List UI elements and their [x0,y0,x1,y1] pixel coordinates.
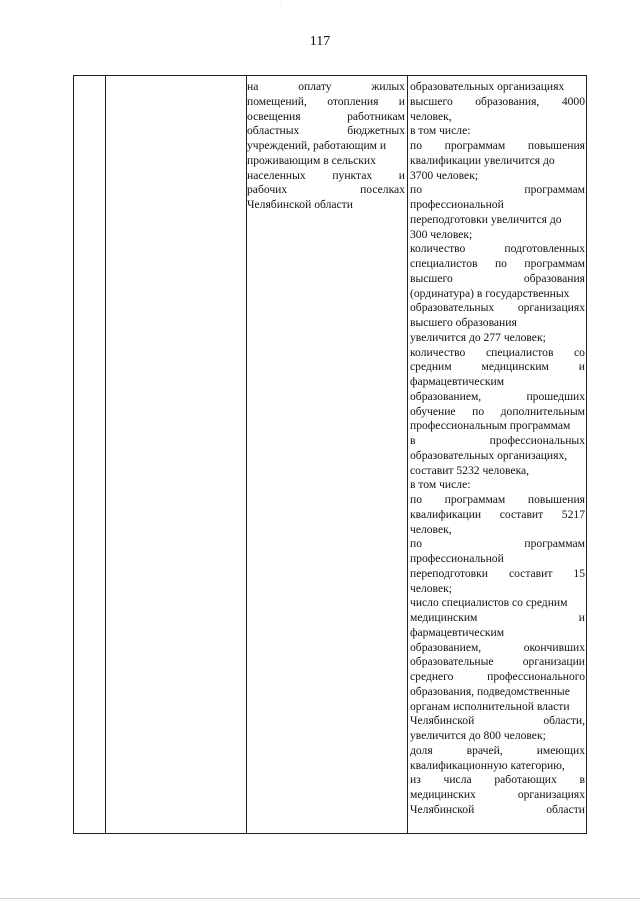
cell-text-line: обучение по дополнительным [410,404,585,418]
cell-text-line: по программам повышения [410,493,585,506]
measures-cell-text [247,80,405,213]
cell-text-line: квалификационную категорию, [410,758,565,772]
cell-text-line: человек, [410,522,452,536]
cell-text-line: на оплату жилых [247,80,405,93]
cell-text-line: квалификации составит 5217 [410,507,585,521]
cell-text-line: высшего образования [410,316,517,329]
cell-text-line: Челябинской области, [410,714,585,728]
cell-text-line: из числа работающих в [410,773,585,787]
cell-text-line: высшего образования [410,271,585,285]
cell-text-line: профессиональным программам [410,419,571,433]
cell-text-line: освещения работникам [247,109,405,123]
cell-text-line: медицинским и [410,611,585,624]
cell-text-line: квалификации увеличится до [410,153,555,167]
cell-text-line: 3700 человек; [410,168,479,182]
cell-text-line: число специалистов со средним [410,596,568,610]
cell-text-line: высшего образования, 4000 [410,94,585,108]
results-cell-text [410,80,585,818]
cell-text-line: учреждений, работающим и [247,139,387,152]
cell-text-line: образованием, окончивших [410,640,585,654]
cell-text-line: фармацевтическим [410,625,505,639]
cell-text-line: переподготовки составит 15 [410,566,585,580]
cell-text-line: профессиональной [410,198,504,211]
cell-text-line: человек, [410,109,452,123]
page-number: 117 [309,34,331,49]
cell-text-line: увеличится до 277 человек; [410,330,546,344]
cell-text-line: медицинских организациях [410,788,585,801]
cell-text-line: по программам [410,183,585,197]
cell-text-line: в профессиональных [410,434,585,447]
cell-text-line: образования, подведомственные [410,684,570,698]
cell-text-line: доля врачей, имеющих [410,743,585,757]
cell-text-line: Челябинской области [410,802,585,816]
cell-text-line: в том числе: [410,124,471,138]
table-column-name [106,76,247,833]
cell-text-line: профессиональной [410,552,504,565]
cell-text-line: (ординатура) в государственных [410,286,570,300]
cell-text-line: по программам [410,537,585,551]
cell-text-line: образовательные организации [410,655,585,669]
cell-text-line: помещений, отопления и [247,94,405,108]
table-column-results [408,76,586,833]
cell-text-line: специалистов по программам [410,257,585,270]
cell-text-line: образовательных организациях, [410,448,568,462]
cell-text-line: населенных пунктах и [247,168,405,182]
cell-text-line: количество специалистов со [410,345,585,359]
cell-text-line: проживающим в сельских [247,153,376,167]
cell-text-line: образовательных организациях [410,301,585,315]
table-column-number [74,76,106,833]
cell-text-line: фармацевтическим [410,375,505,388]
cell-text-line: увеличится до 800 человек; [410,729,546,742]
cell-text-line: по программам повышения [410,139,585,152]
document-table [73,75,587,834]
cell-text-line: образовательных организациях [410,80,565,93]
cell-text-line: составит 5232 человека, [410,463,530,477]
cell-text-line: количество подготовленных [410,242,585,256]
cell-text-line: переподготовки увеличится до [410,212,562,226]
cell-text-line: рабочих поселках [247,183,405,197]
cell-text-line: в том числе: [410,478,471,492]
cell-text-line: образованием, прошедших [410,389,585,403]
cell-text-line: 300 человек; [410,227,473,241]
cell-text-line: Челябинской области [247,198,353,211]
table-column-measures [247,76,408,833]
cell-text-line: областных бюджетных [247,124,405,138]
scan-mark: ˙ [279,0,282,9]
cell-text-line: органам исполнительной власти [410,699,570,713]
cell-text-line: человек; [410,581,452,595]
cell-text-line: средним медицинским и [410,360,585,374]
scan-edge-line [0,898,640,899]
cell-text-line: среднего профессионального [410,670,585,683]
